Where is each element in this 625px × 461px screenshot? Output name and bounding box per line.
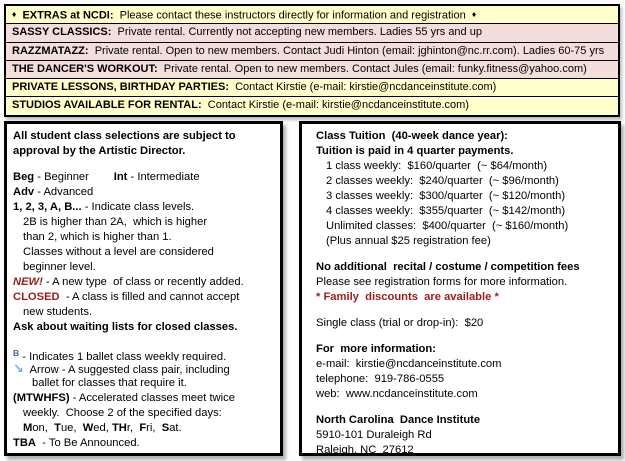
text-segment: Private rental. Open to new members. Contact Jules (email: funky.fitness@yahoo.com) [157, 62, 587, 75]
text-line [13, 305, 280, 320]
blank-line [316, 402, 618, 413]
extras-banner [4, 4, 620, 117]
tba-legend [13, 436, 280, 451]
text-segment: Arrow - A suggested class pair, including [23, 364, 230, 376]
diamond-icon: ♦ [471, 9, 477, 19]
arrow-legend [13, 361, 280, 376]
text-segment: e-mail: kirstie@ncdanceinstitute.com [316, 358, 502, 370]
text-segment: NEW! [13, 276, 43, 288]
ballet-required-legend [13, 346, 280, 361]
text-segment: EXTRAS at NCDI: [16, 9, 114, 22]
sassy-classics-row [6, 23, 618, 41]
text-segment: Adv [13, 186, 35, 198]
studio-rental-row [6, 96, 618, 114]
new-legend [13, 275, 280, 290]
text-segment: For more information: [316, 343, 436, 355]
class-info-box [4, 121, 283, 456]
institute-city [316, 443, 618, 458]
tuition-rate [316, 219, 618, 234]
text-segment: telephone: 919-786-0555 [316, 373, 445, 385]
tuition-rate [316, 159, 618, 174]
text-segment: THE DANCER'S WORKOUT: [12, 62, 158, 75]
text-segment: 1, 2, 3, A, B... [13, 201, 82, 213]
contact-web [316, 387, 618, 402]
text-segment: 1 class weekly: $160/quarter (~ $64/month) [326, 160, 548, 172]
extras-header-row [6, 6, 618, 23]
text-segment: weekly. Choose 2 of the specified days: [23, 407, 222, 419]
text-segment: web: www.ncdanceinstitute.com [316, 388, 478, 400]
text-segment: r, [126, 422, 140, 434]
text-segment: TBA [13, 437, 36, 449]
text-segment: Raleigh, NC 27612 [316, 444, 414, 456]
text-segment: TH [111, 422, 127, 434]
dancers-workout-row [6, 60, 618, 78]
private-lessons-row [6, 78, 618, 96]
registration-fee-note [316, 234, 618, 249]
text-segment: ue, [60, 422, 83, 434]
text-segment: RAZZMATAZZ: [12, 44, 89, 57]
approval-notice [13, 144, 280, 159]
text-segment: Int [113, 171, 128, 183]
tuition-rate [316, 174, 618, 189]
text-segment: ri, [146, 422, 162, 434]
text-segment: (MTWHFS) [13, 392, 70, 404]
text-line [13, 245, 280, 260]
level-legend [13, 185, 280, 200]
text-segment: Single class (trial or drop-in): $20 [316, 317, 484, 329]
tuition-rate [316, 189, 618, 204]
text-segment: Please contact these instructors directly for information and registration [113, 9, 472, 22]
level-legend [13, 170, 280, 185]
more-info-heading [316, 342, 618, 357]
single-class-price [316, 316, 618, 331]
text-segment: 2B is higher than 2A, which is higher [23, 216, 208, 228]
text-segment: 4 classes weekly: $355/quarter (~ $142/month) [326, 205, 566, 217]
text-segment: new students. [23, 306, 93, 318]
text-line [13, 215, 280, 230]
razzmatazz-row [6, 42, 618, 60]
blank-line [316, 249, 618, 260]
text-segment: Ask about waiting lists for closed classes. [13, 321, 238, 333]
text-segment: PRIVATE LESSONS, BIRTHDAY PARTIES: [12, 81, 229, 94]
family-discount-note [316, 290, 618, 305]
text-segment: Please see registration forms for more information. [316, 276, 568, 288]
text-segment: * Family discounts are available * [316, 291, 499, 303]
text-segment: Contact Kirstie (e-mail: kirstie@ncdanceinstitute.com) [201, 99, 469, 112]
text-segment: All student class selections are subject to [13, 130, 236, 142]
institute-name [316, 413, 618, 428]
text-segment: ballet for classes that require it. [32, 377, 187, 389]
text-segment: Beg [13, 171, 35, 183]
text-segment: approval by the Artistic Director. [13, 145, 186, 157]
text-segment: 3 classes weekly: $300/quarter (~ $120/month) [326, 190, 566, 202]
blank-line [316, 331, 618, 342]
text-segment: 2 classes weekly: $240/quarter (~ $96/month) [326, 175, 559, 187]
text-segment: 5910-101 Duraleigh Rd [316, 429, 432, 441]
text-segment: W [82, 422, 94, 434]
text-segment: Contact Kirstie (e-mail: kirstie@ncdanceinstitute.com) [228, 81, 497, 94]
tuition-title [316, 129, 618, 144]
text-segment: Private rental. Open to new members. Contact Judi Hinton (email: jghinton@nc.rr.com). Ladies 60-75 yrs [88, 44, 605, 57]
text-segment: - A class is filled and cannot accept [59, 291, 240, 303]
text-segment: Class Tuition (40-week dance year): [316, 130, 508, 142]
text-segment: beginner level. [23, 261, 96, 273]
contact-phone [316, 372, 618, 387]
contact-email [316, 357, 618, 372]
blank-line [13, 335, 280, 346]
text-segment: (Plus annual $25 registration fee) [326, 235, 491, 247]
approval-notice [13, 129, 280, 144]
text-line [13, 260, 280, 275]
mtwhfs-legend [13, 391, 280, 406]
text-segment: S [161, 422, 170, 434]
blank-line [316, 305, 618, 316]
text-segment: - To Be Announced. [36, 437, 140, 449]
day-abbreviations [13, 421, 280, 436]
text-line [13, 376, 280, 391]
registration-forms-note [316, 275, 618, 290]
level-legend [13, 200, 280, 215]
blank-line [13, 159, 280, 170]
text-segment: STUDIOS AVAILABLE FOR RENTAL: [12, 99, 202, 112]
text-segment: - Intermediate [127, 171, 200, 183]
text-segment: - Accelerated classes meet twice [69, 392, 235, 404]
waiting-list-note [13, 320, 280, 335]
diamond-icon: ♦ [12, 9, 17, 19]
text-segment: SASSY CLASSICS: [12, 26, 112, 39]
text-segment: ed, [93, 422, 112, 434]
text-segment: Private rental. Currently not accepting new members. Ladies 55 yrs and up [111, 26, 482, 39]
text-segment: at. [169, 422, 182, 434]
text-line [13, 230, 280, 245]
closed-legend [13, 290, 280, 305]
text-segment: - Advanced [34, 186, 94, 198]
tuition-rate [316, 204, 618, 219]
text-line [13, 406, 280, 421]
no-fees-note [316, 260, 618, 275]
text-segment: No additional recital / costume / competition fees [316, 261, 580, 273]
text-segment: Classes without a level are considered [23, 246, 214, 258]
tuition-subtitle [316, 144, 618, 159]
ballet-superscript-b: B [13, 348, 20, 358]
text-segment: Unlimited classes: $400/quarter (~ $160/month) [326, 220, 569, 232]
text-segment: CLOSED [13, 291, 60, 303]
text-segment: on, [32, 422, 55, 434]
text-segment: - Indicates 1 ballet class weekly required. [19, 351, 227, 361]
institute-address [316, 428, 618, 443]
text-segment: than 2, which is higher than 1. [23, 231, 172, 243]
text-segment: Tuition is paid in 4 quarter payments. [316, 145, 514, 157]
text-segment: - Beginner [34, 171, 114, 183]
arrow-down-right-icon: ↘ [13, 361, 24, 376]
text-segment: M [23, 422, 33, 434]
text-segment: - A new type of class or recently added. [42, 276, 244, 288]
tuition-info-box [299, 121, 621, 456]
text-segment: T [54, 422, 61, 434]
text-segment: F [139, 422, 147, 434]
text-segment: - Indicate class levels. [81, 201, 195, 213]
text-segment: North Carolina Dance Institute [316, 414, 481, 426]
